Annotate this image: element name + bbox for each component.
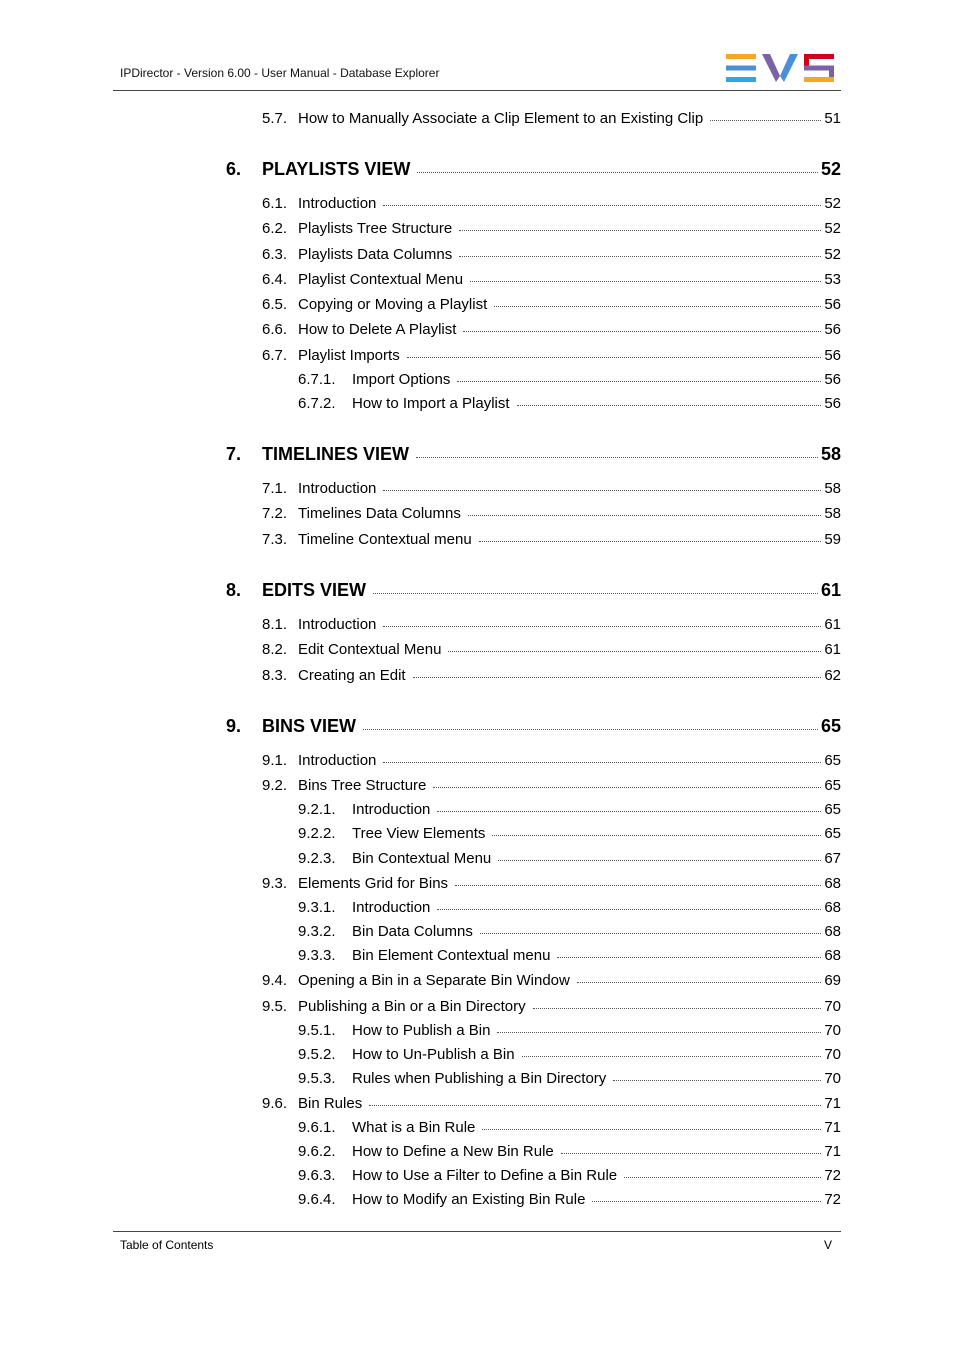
toc-entry-title: BINS VIEW [262,716,357,736]
toc-entry-number: 5.7. [262,110,288,127]
toc-entry-page: 72 [824,1167,841,1184]
toc-entry[interactable] [298,1143,841,1160]
toc-entry-number: 6.7. [262,347,288,364]
toc-dot-leader [480,933,821,934]
toc-entry-page: 61 [820,580,841,600]
toc-entry-page: 70 [824,1022,841,1039]
toc-entry-page: 65 [824,752,841,769]
toc-dot-leader [482,1129,821,1130]
toc-dot-leader [624,1177,821,1178]
toc-entry-page: 68 [824,923,841,940]
toc-entry-page: 61 [824,616,841,633]
toc-entry-title: Playlists Data Columns [298,246,453,263]
footer-divider [113,1231,841,1232]
toc-dot-leader [533,1008,822,1009]
toc-dot-leader [383,762,821,763]
toc-entry-number: 9. [226,716,242,736]
toc-entry-number: 8.1. [262,616,288,633]
toc-entry-title: Opening a Bin in a Separate Bin Window [298,972,570,989]
toc-entry-title: How to Publish a Bin [352,1022,491,1039]
toc-entry[interactable] [262,531,841,548]
toc-dot-leader [468,515,821,516]
toc-entry-title: Bin Rules [298,1095,363,1112]
toc-dot-leader [494,306,821,307]
toc-entry-title: Introduction [352,801,431,818]
toc-entry[interactable] [298,1070,841,1087]
toc-dot-leader [383,626,821,627]
toc-entry-page: 53 [824,271,841,288]
toc-entry-number: 8.2. [262,641,288,658]
toc-entry-number: 9.5.1. [298,1022,336,1039]
toc-entry-page: 70 [824,1070,841,1087]
toc-entry-title: EDITS VIEW [262,580,367,600]
document-header-title: IPDirector - Version 6.00 - User Manual - Database Explorer [120,66,440,80]
toc-entry-number: 8. [226,580,242,600]
toc-entry-title: How to Delete A Playlist [298,321,457,338]
toc-entry[interactable] [262,296,841,313]
toc-entry-title: Rules when Publishing a Bin Directory [352,1070,607,1087]
toc-entry-number: 7.2. [262,505,288,522]
toc-dot-leader [577,982,821,983]
toc-entry-number: 6.4. [262,271,288,288]
toc-entry-title: Creating an Edit [298,667,406,684]
toc-entry-page: 70 [824,998,841,1015]
toc-entry-page: 52 [824,195,841,212]
toc-entry-title: Elements Grid for Bins [298,875,449,892]
toc-dot-leader [416,457,818,458]
toc-entry-page: 61 [824,641,841,658]
toc-entry[interactable] [298,825,841,842]
toc-entry-number: 6.7.1. [298,371,336,388]
toc-entry-number: 6. [226,159,242,179]
toc-entry-title: Bin Data Columns [352,923,473,940]
toc-entry-title: Timeline Contextual menu [298,531,472,548]
toc-chapter-entry[interactable] [226,716,841,737]
toc-entry-title: What is a Bin Rule [352,1119,476,1136]
toc-entry-title: Introduction [298,616,377,633]
toc-chapter-entry[interactable] [226,159,841,180]
toc-entry[interactable] [298,1191,841,1208]
toc-entry[interactable] [298,1167,841,1184]
toc-dot-leader [459,230,821,231]
footer-page-number: V [824,1238,833,1252]
toc-entry[interactable] [262,505,841,522]
toc-dot-leader [383,490,821,491]
toc-entry[interactable] [262,271,841,288]
toc-entry[interactable] [298,899,841,916]
toc-entry-title: How to Manually Associate a Clip Element to an Existing Clip [298,110,704,127]
toc-entry[interactable] [262,321,841,338]
toc-entry-page: 56 [824,321,841,338]
toc-entry[interactable] [262,972,841,989]
toc-dot-leader [455,885,821,886]
toc-entry-title: PLAYLISTS VIEW [262,159,411,179]
toc-dot-leader [492,835,821,836]
toc-entry[interactable] [262,777,841,794]
toc-entry-title: Bin Contextual Menu [352,850,492,867]
toc-entry-number: 9.3.1. [298,899,336,916]
toc-entry-number: 6.6. [262,321,288,338]
toc-entry-number: 7. [226,444,242,464]
toc-chapter-entry[interactable] [226,444,841,465]
toc-dot-leader [437,909,821,910]
toc-entry[interactable] [298,850,841,867]
toc-dot-leader [433,787,821,788]
toc-entry-number: 8.3. [262,667,288,684]
toc-entry-page: 65 [820,716,841,736]
toc-entry-page: 65 [824,801,841,818]
toc-entry-page: 58 [824,505,841,522]
toc-entry-title: Edit Contextual Menu [298,641,442,658]
toc-entry-title: TIMELINES VIEW [262,444,410,464]
toc-dot-leader [459,256,821,257]
toc-entry-title: Introduction [352,899,431,916]
toc-entry-page: 52 [824,246,841,263]
toc-entry-number: 9.2.3. [298,850,336,867]
toc-entry[interactable] [262,998,841,1015]
toc-entry-number: 7.1. [262,480,288,497]
toc-entry[interactable] [262,480,841,497]
toc-dot-leader [517,405,822,406]
toc-entry-page: 51 [824,110,841,127]
toc-entry-number: 6.5. [262,296,288,313]
toc-entry[interactable] [262,195,841,212]
toc-dot-leader [479,541,822,542]
toc-entry[interactable] [262,246,841,263]
toc-entry[interactable] [262,1095,841,1112]
toc-entry-title: Bins Tree Structure [298,777,427,794]
toc-entry[interactable] [262,641,841,658]
toc-entry-title: Introduction [298,752,377,769]
toc-entry-page: 56 [824,347,841,364]
toc-entry-number: 9.6.2. [298,1143,336,1160]
toc-dot-leader [710,120,821,121]
toc-entry[interactable] [298,947,841,964]
toc-entry-title: Copying or Moving a Playlist [298,296,488,313]
toc-entry-number: 9.6.1. [298,1119,336,1136]
toc-entry[interactable] [298,371,841,388]
toc-entry-number: 9.2. [262,777,288,794]
toc-entry-page: 52 [820,159,841,179]
toc-dot-leader [407,357,822,358]
toc-entry-title: How to Use a Filter to Define a Bin Rule [352,1167,618,1184]
toc-entry[interactable] [262,752,841,769]
toc-dot-leader [383,205,821,206]
toc-dot-leader [417,172,818,173]
toc-entry-page: 52 [824,220,841,237]
toc-entry-number: 9.6.4. [298,1191,336,1208]
toc-dot-leader [470,281,821,282]
toc-entry[interactable] [298,1046,841,1063]
footer-section-title: Table of Contents [120,1238,214,1252]
toc-entry-number: 6.2. [262,220,288,237]
toc-entry-number: 9.6. [262,1095,288,1112]
toc-entry-title: How to Modify an Existing Bin Rule [352,1191,586,1208]
toc-dot-leader [613,1080,821,1081]
toc-chapter-entry[interactable] [226,580,841,601]
toc-entry[interactable] [262,667,841,684]
toc-entry-number: 7.3. [262,531,288,548]
toc-entry-title: How to Define a New Bin Rule [352,1143,554,1160]
toc-entry-number: 6.3. [262,246,288,263]
toc-entry-page: 71 [824,1095,841,1112]
toc-entry[interactable] [298,395,841,412]
toc-entry-page: 56 [824,296,841,313]
toc-entry-number: 9.3. [262,875,288,892]
toc-entry-title: Introduction [298,480,377,497]
toc-entry-number: 9.1. [262,752,288,769]
toc-entry-number: 9.3.3. [298,947,336,964]
toc-entry-page: 71 [824,1119,841,1136]
toc-dot-leader [437,811,821,812]
toc-entry-page: 65 [824,825,841,842]
toc-entry-title: Publishing a Bin or a Bin Directory [298,998,526,1015]
toc-entry-title: Timelines Data Columns [298,505,461,522]
toc-dot-leader [592,1201,821,1202]
toc-dot-leader [522,1056,822,1057]
toc-entry-number: 9.2.2. [298,825,336,842]
toc-entry-page: 69 [824,972,841,989]
toc-entry-title: Playlist Imports [298,347,400,364]
toc-entry-title: Playlists Tree Structure [298,220,453,237]
toc-entry-page: 70 [824,1046,841,1063]
toc-entry-title: Tree View Elements [352,825,486,842]
toc-entry-page: 67 [824,850,841,867]
toc-entry-title: Bin Element Contextual menu [352,947,551,964]
toc-entry-page: 59 [824,531,841,548]
toc-entry[interactable] [298,801,841,818]
toc-entry-page: 65 [824,777,841,794]
toc-dot-leader [463,331,821,332]
toc-entry[interactable] [298,1022,841,1039]
toc-dot-leader [457,381,821,382]
toc-entry-page: 62 [824,667,841,684]
toc-entry-title: How to Un-Publish a Bin [352,1046,515,1063]
toc-entry-page: 72 [824,1191,841,1208]
toc-entry[interactable] [262,616,841,633]
toc-entry-page: 68 [824,899,841,916]
toc-entry-title: How to Import a Playlist [352,395,510,412]
toc-entry-page: 58 [820,444,841,464]
toc-entry[interactable] [298,923,841,940]
toc-entry-page: 68 [824,947,841,964]
toc-entry-title: Import Options [352,371,451,388]
toc-entry-number: 9.3.2. [298,923,336,940]
toc-dot-leader [363,729,818,730]
toc-entry-number: 6.1. [262,195,288,212]
toc-entry-number: 9.6.3. [298,1167,336,1184]
toc-entry[interactable] [262,875,841,892]
toc-entry-page: 71 [824,1143,841,1160]
toc-entry-number: 6.7.2. [298,395,336,412]
toc-dot-leader [413,677,822,678]
toc-dot-leader [448,651,821,652]
toc-entry-number: 9.5. [262,998,288,1015]
toc-entry[interactable] [262,110,841,127]
toc-dot-leader [497,1032,821,1033]
toc-entry-page: 56 [824,371,841,388]
toc-dot-leader [557,957,821,958]
toc-entry-number: 9.2.1. [298,801,336,818]
toc-entry[interactable] [262,220,841,237]
toc-dot-leader [369,1105,821,1106]
toc-dot-leader [498,860,821,861]
toc-entry-number: 9.5.2. [298,1046,336,1063]
toc-entry[interactable] [298,1119,841,1136]
toc-entry-number: 9.5.3. [298,1070,336,1087]
toc-entry-title: Playlist Contextual Menu [298,271,464,288]
toc-entry[interactable] [262,347,841,364]
toc-entry-page: 68 [824,875,841,892]
toc-entry-title: Introduction [298,195,377,212]
toc-dot-leader [373,593,818,594]
toc-entry-page: 56 [824,395,841,412]
toc-dot-leader [561,1153,822,1154]
toc-entry-page: 58 [824,480,841,497]
toc-entry-number: 9.4. [262,972,288,989]
